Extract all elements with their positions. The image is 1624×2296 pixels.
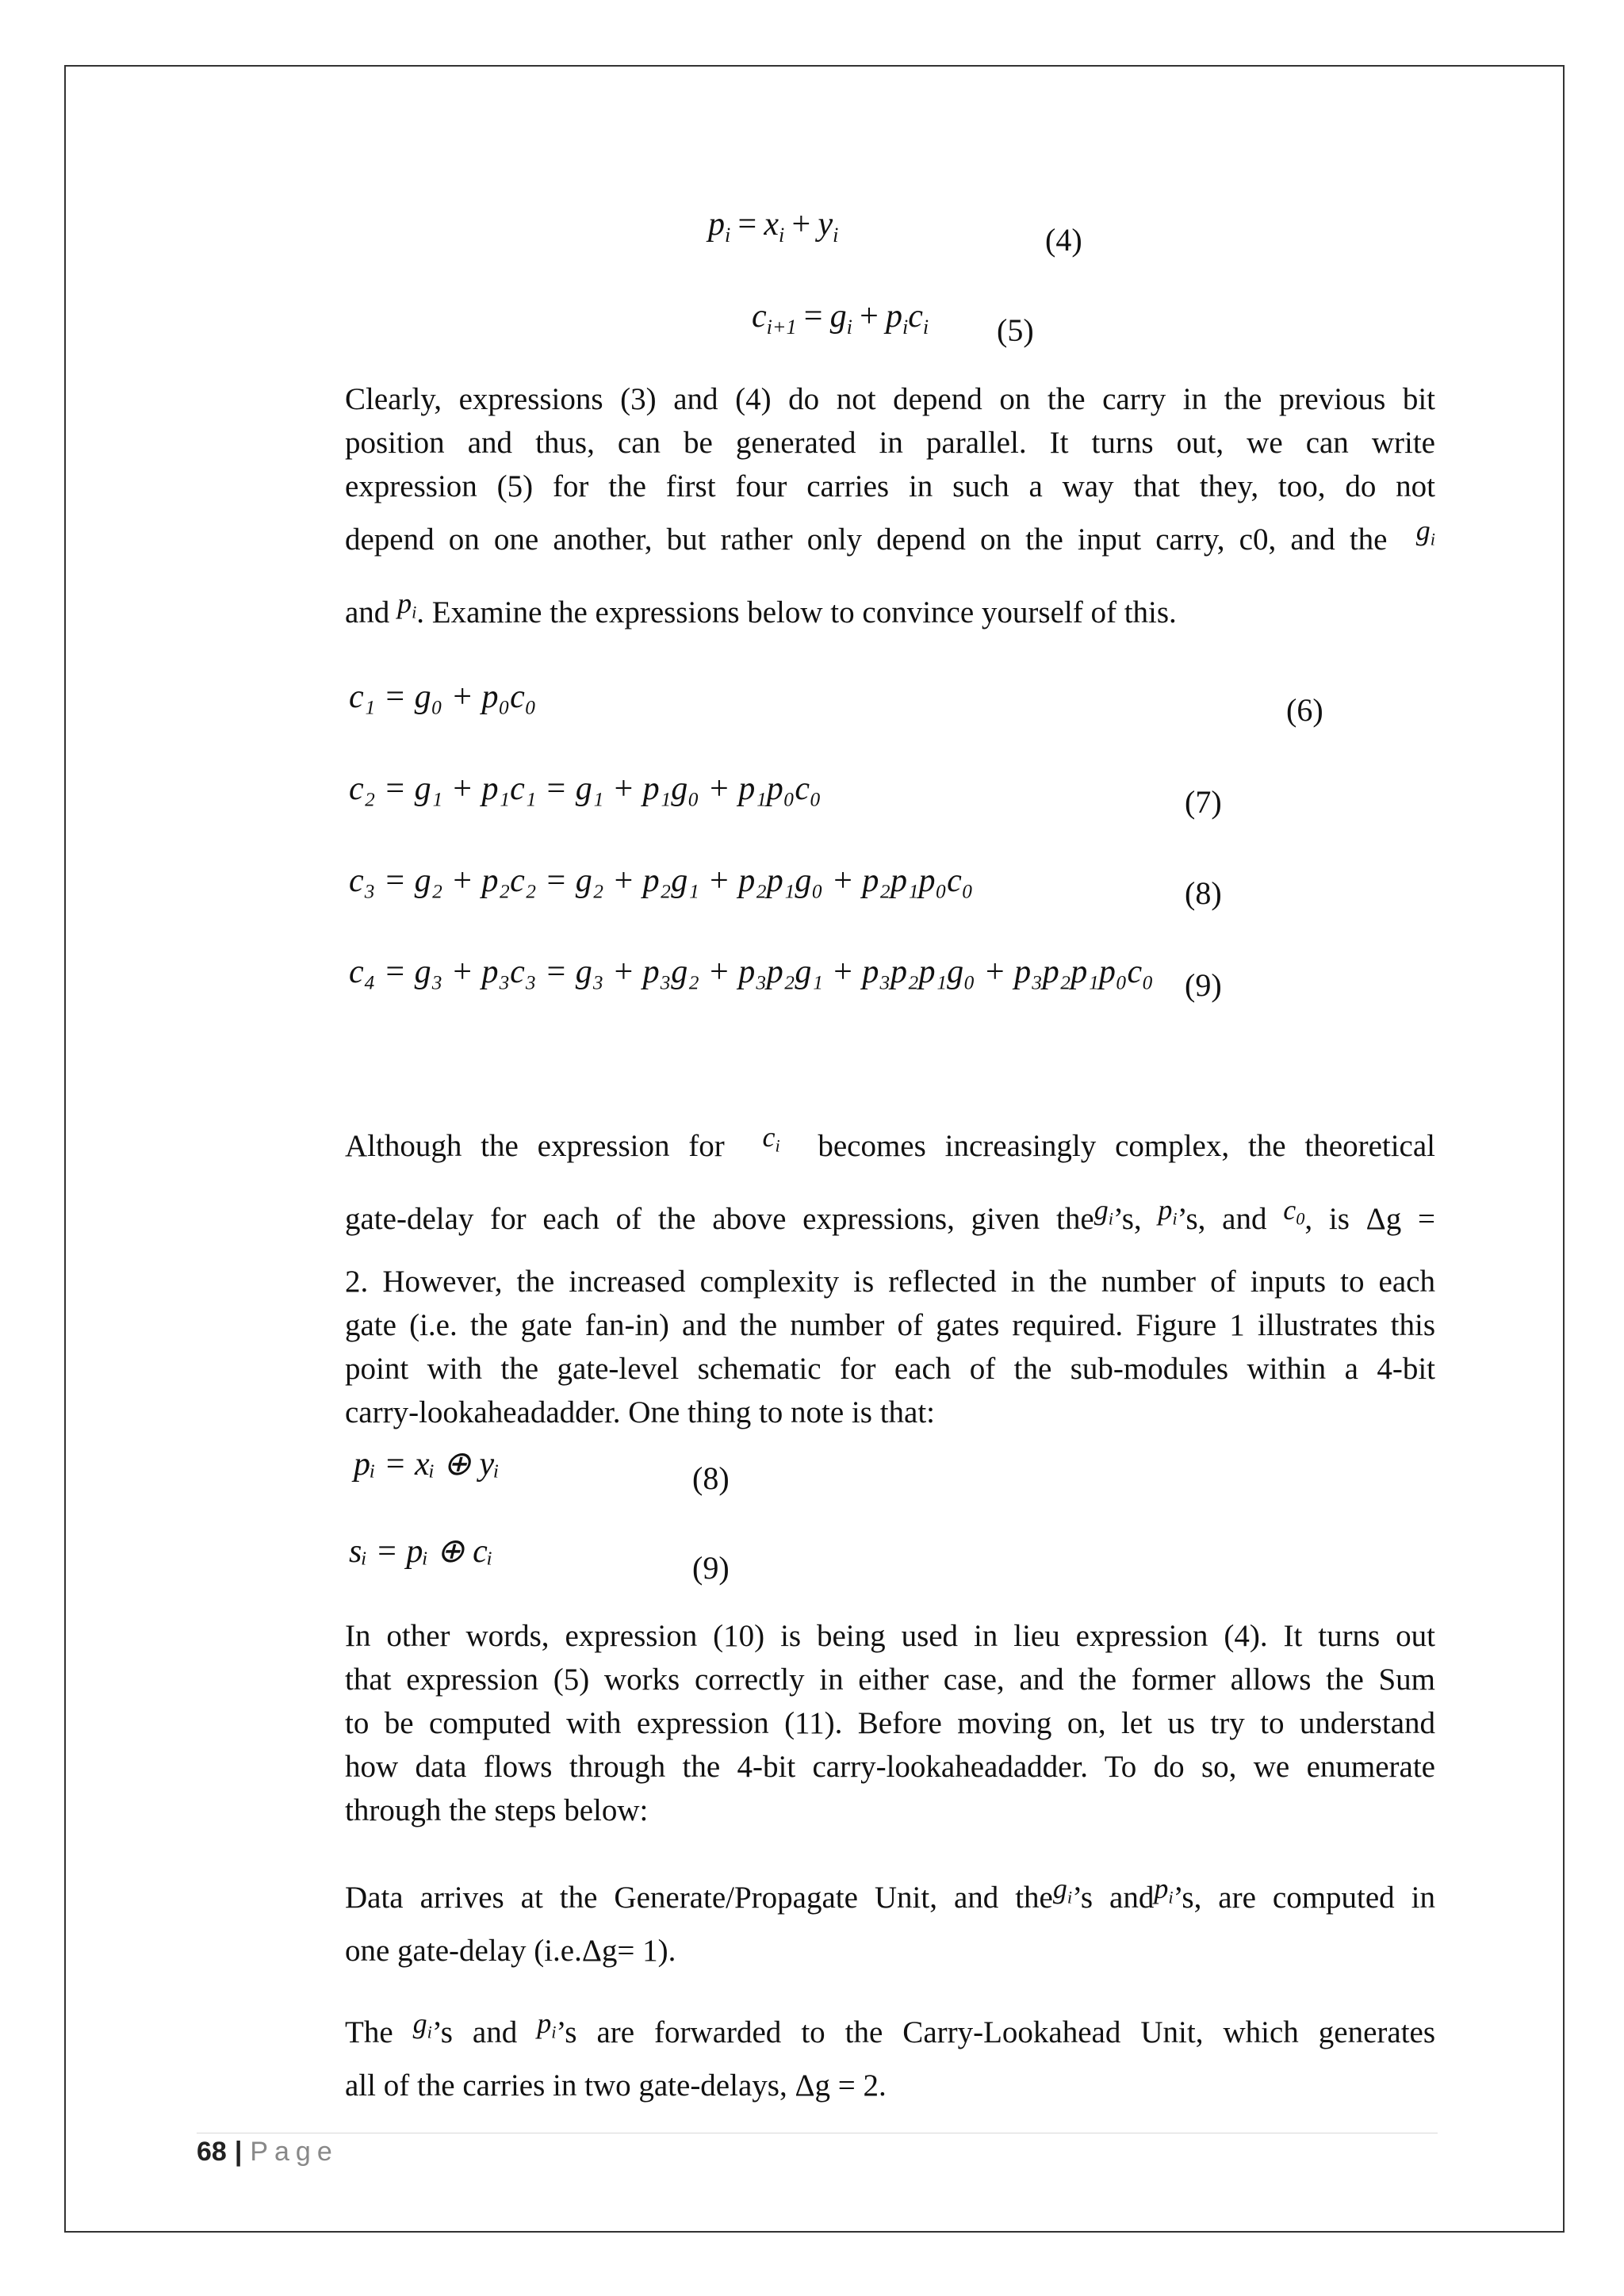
equation-4: $p_i = x_i + y_i$ bbox=[708, 206, 839, 247]
equation-9: c₄ = g₃ + p₃c₃ = g₃ + p₃g₂ + p₃p₂g₁ + p₃p₂p₁g₀ + p₃p₂p₁p₀c₀ bbox=[349, 954, 1154, 990]
paragraph-3 bbox=[345, 1614, 1435, 1832]
text-line: carry-lookaheadadder. One thing to note is that: bbox=[345, 1395, 936, 1430]
equation-9-number: (9) bbox=[1185, 967, 1222, 1003]
paragraph-2 bbox=[345, 1115, 1435, 1434]
text-line: all of the carries in two gate-delays, Δg = 2. bbox=[345, 2068, 887, 2103]
equation-6: c₁ = g₀ + p₀c₀ bbox=[349, 679, 537, 715]
text-line: In other words, expression (10) is being used in lieu expression (4). It turns out bbox=[345, 1619, 1435, 1653]
equation-5-number: (5) bbox=[997, 312, 1034, 348]
text-line: depend on one another, but rather only depend on the input carry, c0, and the $g_i$ bbox=[345, 515, 1435, 557]
text-line: one gate-delay (i.e.Δg= 1). bbox=[345, 1933, 676, 1968]
text-line: Data arrives at the Generate/Propagate Unit, and theg$_i$’s andp$_i$’s, are computed in bbox=[345, 1873, 1435, 1915]
equation-8: c₃ = g₂ + p₂c₂ = g₂ + p₂g₁ + p₂p₁g₀ + p₂p₁p₀c₀ bbox=[349, 863, 974, 899]
equation-8-xor-number: (8) bbox=[692, 1460, 730, 1496]
equation-7-number: (7) bbox=[1185, 784, 1222, 820]
text-line: to be computed with expression (11). Before moving on, let us try to understand bbox=[345, 1706, 1435, 1740]
inline-math-gi: $g_i$ bbox=[1094, 1193, 1113, 1229]
inline-math-pi: $p_i$ bbox=[537, 2007, 557, 2042]
text-line: gate (i.e. the gate fan-in) and the number of gates required. Figure 1 illustrates this bbox=[345, 1308, 1435, 1343]
text-line: how data flows through the 4-bit carry-lookaheadadder. To do so, we enumerate bbox=[345, 1750, 1435, 1784]
text-line: position and thus, can be generated in parallel. It turns out, we can write bbox=[345, 426, 1435, 460]
equation-7: c₂ = g₁ + p₁c₁ = g₁ + p₁g₀ + p₁p₀c₀ bbox=[349, 771, 822, 807]
inline-math-pi: $p_i$ bbox=[1158, 1193, 1178, 1229]
text-line: gate-delay for each of the above expressions, given theg$_i$’s, $p_i’s$, and $c_0$, is Δg = bbox=[345, 1193, 1436, 1236]
text-line: point with the gate-level schematic for each of the sub-modules within a 4-bit bbox=[345, 1352, 1435, 1387]
inline-math-ci: $c_i$ bbox=[762, 1121, 780, 1156]
text-line: that expression (5) works correctly in either case, and the former allows the Sum bbox=[345, 1663, 1435, 1697]
inline-math-gi: $g_i$ bbox=[412, 2007, 432, 2042]
text-line: through the steps below: bbox=[345, 1793, 649, 1827]
page-footer bbox=[197, 2137, 339, 2168]
inline-math-gi: $g_i$ bbox=[1052, 1873, 1073, 1908]
equation-5: $c_{i+1} = g_i + p_ic_i$ bbox=[752, 298, 929, 339]
paragraph-1 bbox=[345, 377, 1435, 653]
equation-8-xor: pᵢ = xᵢ ⊕ yᵢ bbox=[354, 1446, 500, 1483]
inline-math-pi: $p_i$ bbox=[397, 587, 417, 622]
text-line: and $p_i$. Examine the expressions below to convince yourself of this. bbox=[345, 587, 1177, 629]
footer-separator: | bbox=[234, 2137, 243, 2167]
text-line: 2. However, the increased complexity is reflected in the number of inputs to each bbox=[345, 1265, 1435, 1299]
text-line: Although the expression for $c_i$ becomes increasingly complex, the theoretical bbox=[345, 1121, 1436, 1163]
text-line: The $g_i’s$ and $p_i’s$ are forwarded to the Carry-Lookahead Unit, which generates bbox=[345, 2007, 1436, 2049]
paragraph-4 bbox=[345, 1873, 1435, 1973]
page-number: 68 bbox=[197, 2137, 227, 2167]
inline-math-c0: $c_0$ bbox=[1283, 1193, 1305, 1229]
paragraph-5 bbox=[345, 2007, 1436, 2107]
equation-9-xor-number: (9) bbox=[692, 1550, 730, 1586]
page-label: Page bbox=[250, 2137, 339, 2167]
inline-math-pi: $p_i$ bbox=[1154, 1873, 1174, 1908]
equation-6-number: (6) bbox=[1286, 692, 1323, 728]
equation-9-xor: sᵢ = pᵢ ⊕ cᵢ bbox=[349, 1533, 493, 1570]
equation-8-number: (8) bbox=[1185, 875, 1222, 911]
equation-4-number: (4) bbox=[1045, 222, 1082, 258]
inline-math-gi: $g_i$ bbox=[1415, 515, 1435, 549]
text-line: expression (5) for the first four carries in such a way that they, too, do not bbox=[345, 469, 1435, 503]
text-line: Clearly, expressions (3) and (4) do not depend on the carry in the previous bit bbox=[345, 382, 1435, 416]
